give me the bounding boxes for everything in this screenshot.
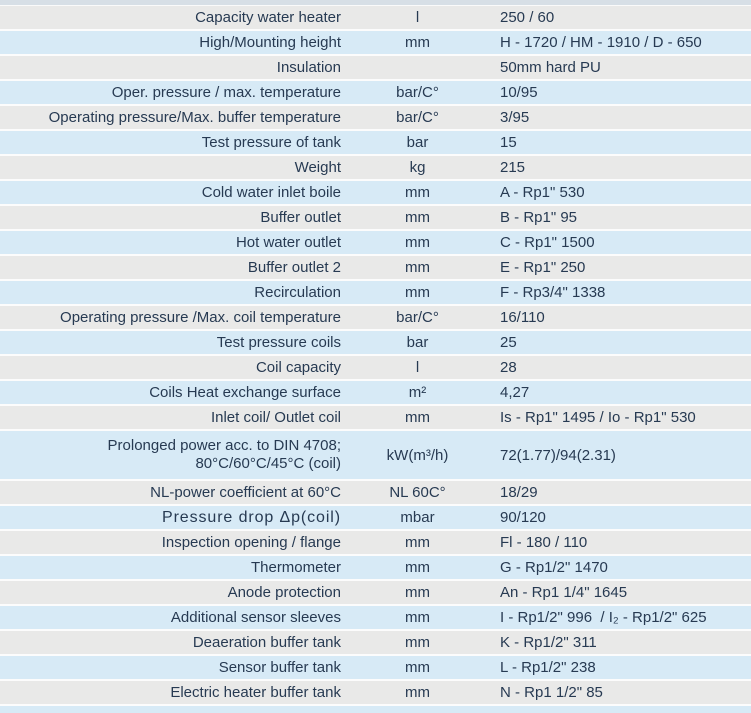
row-value: F - Rp3/4" 1338 bbox=[500, 284, 606, 301]
row-unit: mm bbox=[405, 609, 430, 626]
table-row bbox=[0, 131, 751, 156]
row-label bbox=[0, 284, 345, 302]
row-value: 15 bbox=[500, 134, 517, 151]
row-label bbox=[0, 634, 345, 652]
row-value: 4,27 bbox=[500, 384, 530, 401]
row-label bbox=[0, 359, 345, 377]
row-unit: m² bbox=[408, 384, 427, 401]
row-unit: bar bbox=[406, 134, 429, 151]
row-value: C - Rp1" 1500 bbox=[500, 234, 595, 251]
table-row bbox=[0, 81, 751, 106]
row-unit: l bbox=[415, 9, 420, 26]
row-label-line1: Operating pressure/Max. buffer temperature bbox=[48, 108, 341, 126]
row-unit: mm bbox=[405, 684, 430, 701]
row-label-line1: High/Mounting height bbox=[199, 33, 341, 51]
row-label bbox=[0, 34, 345, 52]
table-row bbox=[0, 381, 751, 406]
row-value: 72(1.77)/94(2.31) bbox=[500, 446, 616, 464]
row-unit: bar/C° bbox=[396, 309, 439, 326]
row-unit: bar/C° bbox=[396, 109, 439, 126]
row-label bbox=[0, 437, 345, 473]
row-unit: mm bbox=[405, 534, 430, 551]
row-unit: mm bbox=[405, 409, 430, 426]
table-row bbox=[0, 31, 751, 56]
row-value: 215 bbox=[500, 159, 526, 176]
row-label-line1: Operating pressure /Max. coil temperature bbox=[60, 308, 341, 326]
table-row bbox=[0, 656, 751, 681]
row-label-line1: Test pressure coils bbox=[216, 333, 341, 351]
row-unit: mm bbox=[405, 659, 430, 676]
row-unit: mm bbox=[405, 284, 430, 301]
row-label-line1: Deaeration buffer tank bbox=[192, 633, 341, 651]
table-row bbox=[0, 156, 751, 181]
table-row bbox=[0, 431, 751, 481]
row-label bbox=[0, 109, 345, 127]
row-label-line1: Buffer outlet 2 bbox=[247, 258, 341, 276]
row-label-line2: 80°C/60°C/45°C (coil) bbox=[195, 455, 341, 472]
row-value: G - Rp1/2" 1470 bbox=[500, 559, 608, 576]
row-label bbox=[0, 484, 345, 502]
row-unit: mm bbox=[405, 634, 430, 651]
row-label bbox=[0, 684, 345, 702]
row-value: I - Rp1/2" 996 / I₂ - Rp1/2" 625 bbox=[500, 609, 707, 626]
row-label bbox=[0, 559, 345, 577]
row-unit: bar bbox=[406, 334, 429, 351]
row-label bbox=[0, 184, 345, 202]
row-label bbox=[0, 209, 345, 227]
row-unit: NL 60C° bbox=[389, 484, 446, 501]
spec-table-body bbox=[0, 6, 751, 706]
table-row bbox=[0, 681, 751, 706]
table-row bbox=[0, 306, 751, 331]
row-value: 18/29 bbox=[500, 484, 538, 501]
row-value: B - Rp1" 95 bbox=[500, 209, 578, 226]
row-value: 50mm hard PU bbox=[500, 59, 601, 76]
row-value: 10/95 bbox=[500, 84, 538, 101]
row-label bbox=[0, 384, 345, 402]
row-label-line1: Prolonged power acc. to DIN 4708; bbox=[107, 437, 341, 454]
table-row bbox=[0, 56, 751, 81]
table-row bbox=[0, 331, 751, 356]
table-row bbox=[0, 506, 751, 531]
table-row bbox=[0, 606, 751, 631]
row-unit: bar/C° bbox=[396, 84, 439, 101]
row-label bbox=[0, 59, 345, 77]
row-value: A - Rp1" 530 bbox=[500, 184, 585, 201]
table-row bbox=[0, 6, 751, 31]
row-value: Is - Rp1" 1495 / Io - Rp1" 530 bbox=[500, 409, 696, 426]
row-label-line1: NL-power coefficient at 60°C bbox=[150, 483, 341, 501]
row-value: 90/120 bbox=[500, 509, 546, 526]
row-unit: mm bbox=[405, 34, 430, 51]
row-label bbox=[0, 409, 345, 427]
row-label bbox=[0, 234, 345, 252]
row-label-line1: Oper. pressure / max. temperature bbox=[111, 83, 341, 101]
table-row bbox=[0, 481, 751, 506]
row-unit: mm bbox=[405, 584, 430, 601]
row-value: H - 1720 / HM - 1910 / D - 650 bbox=[500, 34, 702, 51]
row-label bbox=[0, 584, 345, 602]
row-label-line1: Electric heater buffer tank bbox=[170, 683, 341, 701]
row-label-line1: Insulation bbox=[276, 58, 341, 76]
row-value: 250 / 60 bbox=[500, 9, 555, 26]
row-label-line1: Recirculation bbox=[254, 283, 341, 301]
table-row bbox=[0, 631, 751, 656]
row-value: N - Rp1 1/2" 85 bbox=[500, 684, 603, 701]
row-label-line1: Sensor buffer tank bbox=[218, 658, 341, 676]
row-value: 25 bbox=[500, 334, 517, 351]
row-label-line1: Inlet coil/ Outlet coil bbox=[210, 408, 341, 426]
row-unit: mm bbox=[405, 209, 430, 226]
table-row bbox=[0, 106, 751, 131]
row-label-line1: Cold water inlet boile bbox=[201, 183, 341, 201]
row-label bbox=[0, 509, 345, 527]
table-row bbox=[0, 181, 751, 206]
row-unit: mm bbox=[405, 259, 430, 276]
table-row bbox=[0, 581, 751, 606]
row-label-line1: Coil capacity bbox=[255, 358, 341, 376]
row-value: 28 bbox=[500, 359, 517, 376]
row-unit: mm bbox=[405, 234, 430, 251]
row-label-line1: Inspection opening / flange bbox=[161, 533, 341, 551]
row-label-line1: Anode protection bbox=[227, 583, 341, 601]
row-label-line1: Hot water outlet bbox=[235, 233, 341, 251]
row-unit: kW(m³/h) bbox=[386, 446, 449, 464]
row-value: 3/95 bbox=[500, 109, 530, 126]
row-label bbox=[0, 334, 345, 352]
row-label bbox=[0, 259, 345, 277]
row-label-line1: Buffer outlet bbox=[260, 208, 341, 226]
row-label-line1: Thermometer bbox=[250, 558, 341, 576]
row-label-line1: Capacity water heater bbox=[195, 8, 341, 26]
row-unit: l bbox=[415, 359, 420, 376]
table-row bbox=[0, 231, 751, 256]
row-value: An - Rp1 1/4" 1645 bbox=[500, 584, 628, 601]
row-label bbox=[0, 9, 345, 27]
row-label-line1: Test pressure of tank bbox=[201, 133, 341, 151]
row-unit: mm bbox=[405, 184, 430, 201]
row-value: 16/110 bbox=[500, 309, 545, 326]
row-label-line1: Coils Heat exchange surface bbox=[149, 383, 341, 401]
row-label bbox=[0, 534, 345, 552]
row-value: Fl - 180 / 110 bbox=[500, 534, 588, 551]
row-label bbox=[0, 134, 345, 152]
table-bottom-strip bbox=[0, 706, 751, 713]
row-unit: mm bbox=[405, 559, 430, 576]
row-value: K - Rp1/2" 311 bbox=[500, 634, 597, 651]
row-label-line1: Weight bbox=[294, 158, 341, 176]
row-label bbox=[0, 609, 345, 627]
row-unit: kg bbox=[409, 159, 426, 176]
row-unit: mbar bbox=[400, 509, 435, 526]
row-label-line1: Pressure drop Δp(coil) bbox=[162, 508, 341, 526]
table-row bbox=[0, 406, 751, 431]
row-label-line1: Additional sensor sleeves bbox=[170, 608, 341, 626]
table-row bbox=[0, 256, 751, 281]
row-label bbox=[0, 159, 345, 177]
table-row bbox=[0, 531, 751, 556]
table-row bbox=[0, 206, 751, 231]
table-row bbox=[0, 356, 751, 381]
row-value: L - Rp1/2" 238 bbox=[500, 659, 596, 676]
table-row bbox=[0, 281, 751, 306]
row-label bbox=[0, 659, 345, 677]
row-label bbox=[0, 309, 345, 327]
row-value: E - Rp1" 250 bbox=[500, 259, 586, 276]
row-label bbox=[0, 84, 345, 102]
table-row bbox=[0, 556, 751, 581]
